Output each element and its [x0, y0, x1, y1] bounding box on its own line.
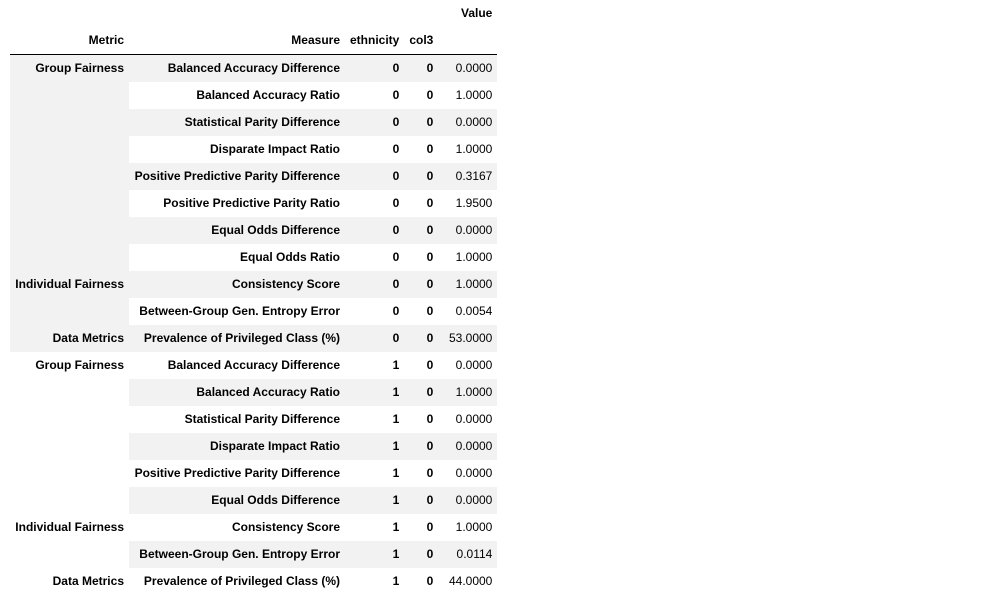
row-measure: Between-Group Gen. Entropy Error [129, 298, 345, 325]
header-blank [345, 0, 404, 27]
row-measure: Balanced Accuracy Difference [129, 352, 345, 379]
row-metric: Group Fairness [10, 55, 129, 272]
header-value: Value [438, 0, 497, 27]
row-col3: 0 [404, 82, 438, 109]
row-col3: 0 [404, 433, 438, 460]
row-measure: Statistical Parity Difference [129, 109, 345, 136]
row-value: 1.0000 [438, 271, 497, 298]
row-col3: 0 [404, 136, 438, 163]
header-blank [10, 0, 129, 27]
row-measure: Positive Predictive Parity Ratio [129, 190, 345, 217]
row-value: 0.0000 [438, 433, 497, 460]
row-value: 0.0114 [438, 541, 497, 568]
row-col3: 0 [404, 541, 438, 568]
row-value: 0.3167 [438, 163, 497, 190]
row-ethnicity: 0 [345, 55, 404, 83]
row-value: 1.9500 [438, 190, 497, 217]
row-ethnicity: 1 [345, 568, 404, 595]
row-col3: 0 [404, 190, 438, 217]
row-measure: Prevalence of Privileged Class (%) [129, 568, 345, 595]
row-measure: Consistency Score [129, 514, 345, 541]
row-measure: Positive Predictive Parity Difference [129, 163, 345, 190]
row-measure: Disparate Impact Ratio [129, 433, 345, 460]
row-ethnicity: 0 [345, 190, 404, 217]
row-value: 0.0054 [438, 298, 497, 325]
table-row [10, 352, 497, 379]
row-measure: Equal Odds Difference [129, 487, 345, 514]
row-value: 53.0000 [438, 325, 497, 352]
row-ethnicity: 1 [345, 460, 404, 487]
table-row [10, 55, 497, 83]
header-col3: col3 [404, 27, 438, 55]
fairness-metrics-table [10, 0, 497, 595]
header-blank [129, 0, 345, 27]
row-measure: Statistical Parity Difference [129, 406, 345, 433]
row-col3: 0 [404, 406, 438, 433]
header-row-value [10, 0, 497, 27]
row-measure: Equal Odds Ratio [129, 244, 345, 271]
row-value: 0.0000 [438, 406, 497, 433]
row-value: 0.0000 [438, 217, 497, 244]
row-col3: 0 [404, 217, 438, 244]
row-value: 0.0000 [438, 487, 497, 514]
row-col3: 0 [404, 298, 438, 325]
row-ethnicity: 0 [345, 325, 404, 352]
row-value: 1.0000 [438, 136, 497, 163]
row-metric: Group Fairness [10, 352, 129, 514]
row-metric: Individual Fairness [10, 514, 129, 568]
row-measure: Balanced Accuracy Ratio [129, 82, 345, 109]
row-col3: 0 [404, 55, 438, 83]
row-col3: 0 [404, 379, 438, 406]
row-ethnicity: 0 [345, 82, 404, 109]
row-col3: 0 [404, 487, 438, 514]
row-ethnicity: 1 [345, 433, 404, 460]
table-row [10, 325, 497, 352]
header-blank [438, 27, 497, 55]
row-col3: 0 [404, 514, 438, 541]
row-measure: Balanced Accuracy Difference [129, 55, 345, 83]
row-value: 1.0000 [438, 244, 497, 271]
table-header [10, 0, 497, 55]
row-ethnicity: 0 [345, 271, 404, 298]
row-ethnicity: 1 [345, 514, 404, 541]
row-measure: Equal Odds Difference [129, 217, 345, 244]
row-ethnicity: 1 [345, 406, 404, 433]
header-ethnicity: ethnicity [345, 27, 404, 55]
row-ethnicity: 1 [345, 352, 404, 379]
row-col3: 0 [404, 109, 438, 136]
row-ethnicity: 0 [345, 244, 404, 271]
row-ethnicity: 0 [345, 136, 404, 163]
row-value: 1.0000 [438, 514, 497, 541]
row-measure: Balanced Accuracy Ratio [129, 379, 345, 406]
row-measure: Consistency Score [129, 271, 345, 298]
header-metric: Metric [10, 27, 129, 55]
row-col3: 0 [404, 163, 438, 190]
header-measure: Measure [129, 27, 345, 55]
row-value: 0.0000 [438, 460, 497, 487]
row-value: 0.0000 [438, 55, 497, 83]
row-col3: 0 [404, 244, 438, 271]
row-ethnicity: 0 [345, 163, 404, 190]
row-value: 1.0000 [438, 82, 497, 109]
row-measure: Between-Group Gen. Entropy Error [129, 541, 345, 568]
table-row [10, 568, 497, 595]
row-col3: 0 [404, 568, 438, 595]
row-value: 0.0000 [438, 109, 497, 136]
header-row-index-names [10, 27, 497, 55]
row-ethnicity: 1 [345, 487, 404, 514]
table-row [10, 514, 497, 541]
row-value: 0.0000 [438, 352, 497, 379]
row-col3: 0 [404, 460, 438, 487]
row-metric: Individual Fairness [10, 271, 129, 325]
row-measure: Prevalence of Privileged Class (%) [129, 325, 345, 352]
row-col3: 0 [404, 352, 438, 379]
table-body [10, 55, 497, 596]
row-metric: Data Metrics [10, 568, 129, 595]
row-col3: 0 [404, 325, 438, 352]
row-ethnicity: 0 [345, 298, 404, 325]
row-col3: 0 [404, 271, 438, 298]
row-value: 1.0000 [438, 379, 497, 406]
row-value: 44.0000 [438, 568, 497, 595]
row-metric: Data Metrics [10, 325, 129, 352]
row-measure: Positive Predictive Parity Difference [129, 460, 345, 487]
row-ethnicity: 1 [345, 541, 404, 568]
row-ethnicity: 1 [345, 379, 404, 406]
row-ethnicity: 0 [345, 109, 404, 136]
table-row [10, 271, 497, 298]
row-ethnicity: 0 [345, 217, 404, 244]
row-measure: Disparate Impact Ratio [129, 136, 345, 163]
header-blank [404, 0, 438, 27]
